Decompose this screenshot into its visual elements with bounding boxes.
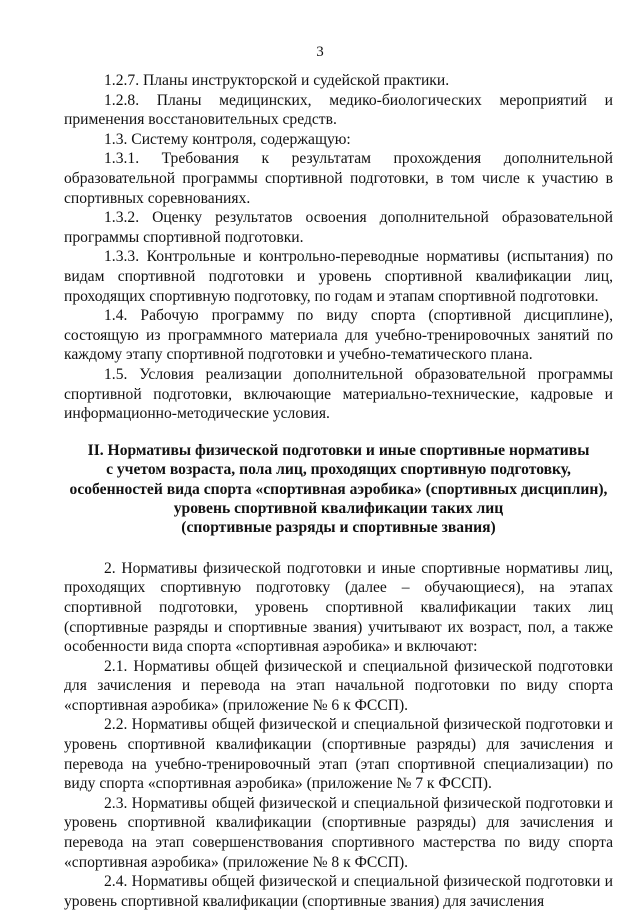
section-heading-line: II. Нормативы физической подготовки и иные спортивные нормативы: [87, 441, 590, 459]
paragraph-1-3-1: 1.3.1. Требования к результатам прохождения дополнительной образовательной программы спортивной подготовки, в том числе к участию в спортивных соревнованиях.: [64, 150, 613, 207]
paragraph-1-3-3: 1.3.3. Контрольные и контрольно-переводные нормативы (испытания) по видам спортивной подготовки и уровень спортивной квалификации лиц, проходящих спортивную подготовку, по годам и этапам спортивной подготовки.: [64, 248, 613, 305]
paragraph-2-4: 2.4. Нормативы общей физической и специальной физической подготовки и уровень спортивной квалификации (спортивные звания) для зачисления: [64, 873, 613, 910]
paragraph-1-2-8: 1.2.8. Планы медицинских, медико-биологических мероприятий и применения восстановительных средств.: [64, 91, 613, 129]
paragraph-1-3: 1.3. Систему контроля, содержащую:: [104, 130, 351, 148]
document-body: [64, 71, 613, 911]
paragraph-2: 2. Нормативы физической подготовки и иные спортивные нормативы лиц, проходящих спортивную подготовку (далее – обучающиеся), на этапах спортивной подготовки, уровень спортивной квалификации таких лиц (спортивные разряды и спортивные звания) учитывают их возраст, пол, а также особенности вида спорта «спортивная аэробика» и включают:: [64, 559, 613, 656]
section-heading-line: (спортивные разряды и спортивные звания): [181, 519, 496, 537]
section-heading: [64, 441, 613, 538]
page-number: 3: [316, 44, 324, 60]
paragraph-1-5: 1.5. Условия реализации дополнительной образовательной программы спортивной подготовки, включающие материально-технические, кадровые и информационно-методические условия.: [64, 365, 613, 423]
paragraph-1-4: 1.4. Рабочую программу по виду спорта (спортивной дисциплине), состоящую из программного материала для учебно-тренировочных занятий по каждому этапу спортивной подготовки и учебно-тематического плана.: [64, 307, 613, 364]
section-heading-line: с учетом возраста, пола лиц, проходящих спортивную подготовку,: [106, 461, 571, 479]
paragraph-2-2: 2.2. Нормативы общей физической и специальной физической подготовки и уровень спортивной квалификации (спортивные разряды) для зачисления и перевода на учебно-тренировочный этап (этап спортивной специализации) по виду спорта «спортивная аэробика» (приложение № 7 к ФССП).: [64, 716, 613, 793]
paragraph-1-2-7: 1.2.7. Планы инструкторской и судейской практики.: [104, 72, 450, 89]
section-heading-line: уровень спортивной квалификации таких лиц: [173, 499, 504, 517]
paragraph-2-3: 2.3. Нормативы общей физической и специальной физической подготовки и уровень спортивной квалификации (спортивные разряды) для зачисления и перевода на этап совершенствования спортивного мастерства по виду спорта «спортивная аэробика» (приложение № 8 к ФССП).: [64, 794, 613, 871]
section-heading-line: особенностей вида спорта «спортивная аэробика» (спортивных дисциплин),: [69, 480, 608, 498]
paragraph-1-3-2: 1.3.2. Оценку результатов освоения дополнительной образовательной программы спортивной подготовки.: [64, 209, 613, 246]
paragraph-2-1: 2.1. Нормативы общей физической и специальной физической подготовки для зачисления и перевода на этап начальной подготовки по виду спорта «спортивная аэробика» (приложение № 6 к ФССП).: [64, 657, 613, 714]
